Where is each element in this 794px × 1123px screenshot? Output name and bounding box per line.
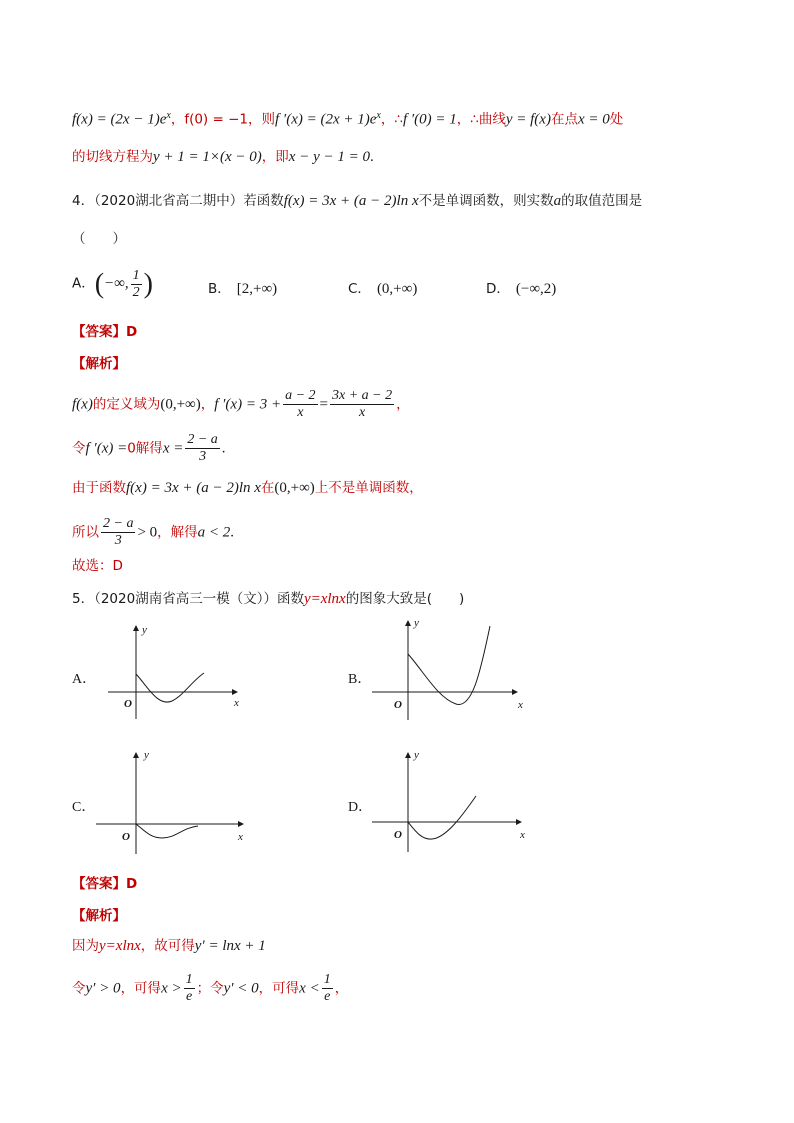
x-axis-label: x (234, 697, 239, 709)
q5-option-c-label[interactable]: C． (72, 800, 96, 815)
q4-analysis-heading: 【解析】 (72, 356, 126, 372)
q4-solution-line-2: 令f ′(x) =0解得x = $\frac{2 - a}{3}$ . (72, 432, 226, 464)
q5-option-b-label[interactable]: B． (348, 672, 372, 687)
x-axis-arrow-icon (512, 689, 518, 695)
q5-option-c-graph[interactable] (92, 744, 262, 856)
q4-stem: 4．（2020湖北省高二期中）若函数f(x) = 3x + (a − 2)ln x不是单调函数，则实数a的取值范围是 (72, 193, 643, 209)
q4-solution-line-4: 所以 $\frac{2 - a}{3}$ > 0，解得a < 2. (72, 516, 235, 548)
q4-solution-line-3: 由于函数f(x) = 3x + (a − 2)ln x在(0,+∞)上不是单调函数， (72, 480, 423, 496)
q5-option-d-label[interactable]: D． (348, 800, 373, 815)
curve (408, 796, 476, 839)
y-axis-arrow-icon (405, 620, 411, 626)
curve (136, 824, 198, 838)
q4-solution-line-1: f(x)的定义域为(0,+∞)，f ′(x) = 3 + $\frac{a - 2}{x}$ = $\frac{3x + a - 2}{x}$ ， (72, 388, 410, 420)
q5-option-a-label[interactable]: A． (72, 672, 97, 687)
q4-option-b[interactable]: B． [2,+∞) (208, 281, 278, 297)
curve (136, 673, 204, 702)
q5-stem: 5．（2020湖南省高三一模（文））函数y=xlnx的图象大致是( ) (72, 591, 465, 607)
prev-expr-fx: f(x) = (2x − 1)e (72, 111, 167, 128)
y-axis-label: y (144, 749, 149, 761)
x-axis-label: x (238, 831, 243, 843)
prev-line-1: $f(x) = (2x - 1)e^x$，f(0) = −1，则f $'(x) = (2x + 1)e^x$，∴f ′(0) = 1，∴曲线y = f(x)在点x = 0处 (72, 110, 624, 128)
x-axis-arrow-icon (232, 689, 238, 695)
q5-analysis-heading: 【解析】 (72, 908, 126, 924)
y-axis-label: y (414, 749, 419, 761)
q5-option-b-graph[interactable] (368, 612, 538, 722)
curve (408, 626, 490, 704)
x-axis-arrow-icon (238, 821, 244, 827)
origin-label: O (394, 829, 402, 841)
q5-option-a-graph[interactable] (100, 615, 260, 725)
q4-blank: （ ） (72, 231, 126, 247)
q5-solution-line-1: 因为y=xlnx，故可得y′ = lnx + 1 (72, 938, 266, 954)
q4-option-c[interactable]: C． (0,+∞) (348, 281, 418, 297)
y-axis-arrow-icon (405, 752, 411, 758)
q5-option-d-graph[interactable] (368, 744, 538, 856)
prev-line-2: 的切线方程为y + 1 = 1×(x − 0)，即x − y − 1 = 0. (72, 149, 374, 165)
y-axis-label: y (142, 624, 147, 636)
y-axis-label: y (414, 617, 419, 629)
q4-option-a-fraction: $\frac{1}{2}$ (132, 268, 140, 300)
x-axis-arrow-icon (516, 819, 522, 825)
y-axis-arrow-icon (133, 625, 139, 631)
q5-solution-line-2: 令y′ > 0，可得x > $\frac{1}{e}$ ；令y′ < 0，可得x < $\frac{1}{e}$ ， (72, 972, 349, 1004)
origin-label: O (122, 831, 130, 843)
x-axis-label: x (520, 829, 525, 841)
origin-label: O (394, 699, 402, 711)
q4-solution-line-5: 故选：D (72, 558, 123, 574)
x-axis-label: x (518, 699, 523, 711)
y-axis-arrow-icon (133, 752, 139, 758)
q4-option-d[interactable]: D． (−∞,2) (486, 281, 557, 297)
origin-label: O (124, 698, 132, 710)
q5-answer: 【答案】D (72, 876, 138, 892)
q4-answer: 【答案】D (72, 324, 138, 340)
q4-option-a[interactable]: A．(−∞, $\frac{1}{2}$ ) (72, 268, 153, 300)
